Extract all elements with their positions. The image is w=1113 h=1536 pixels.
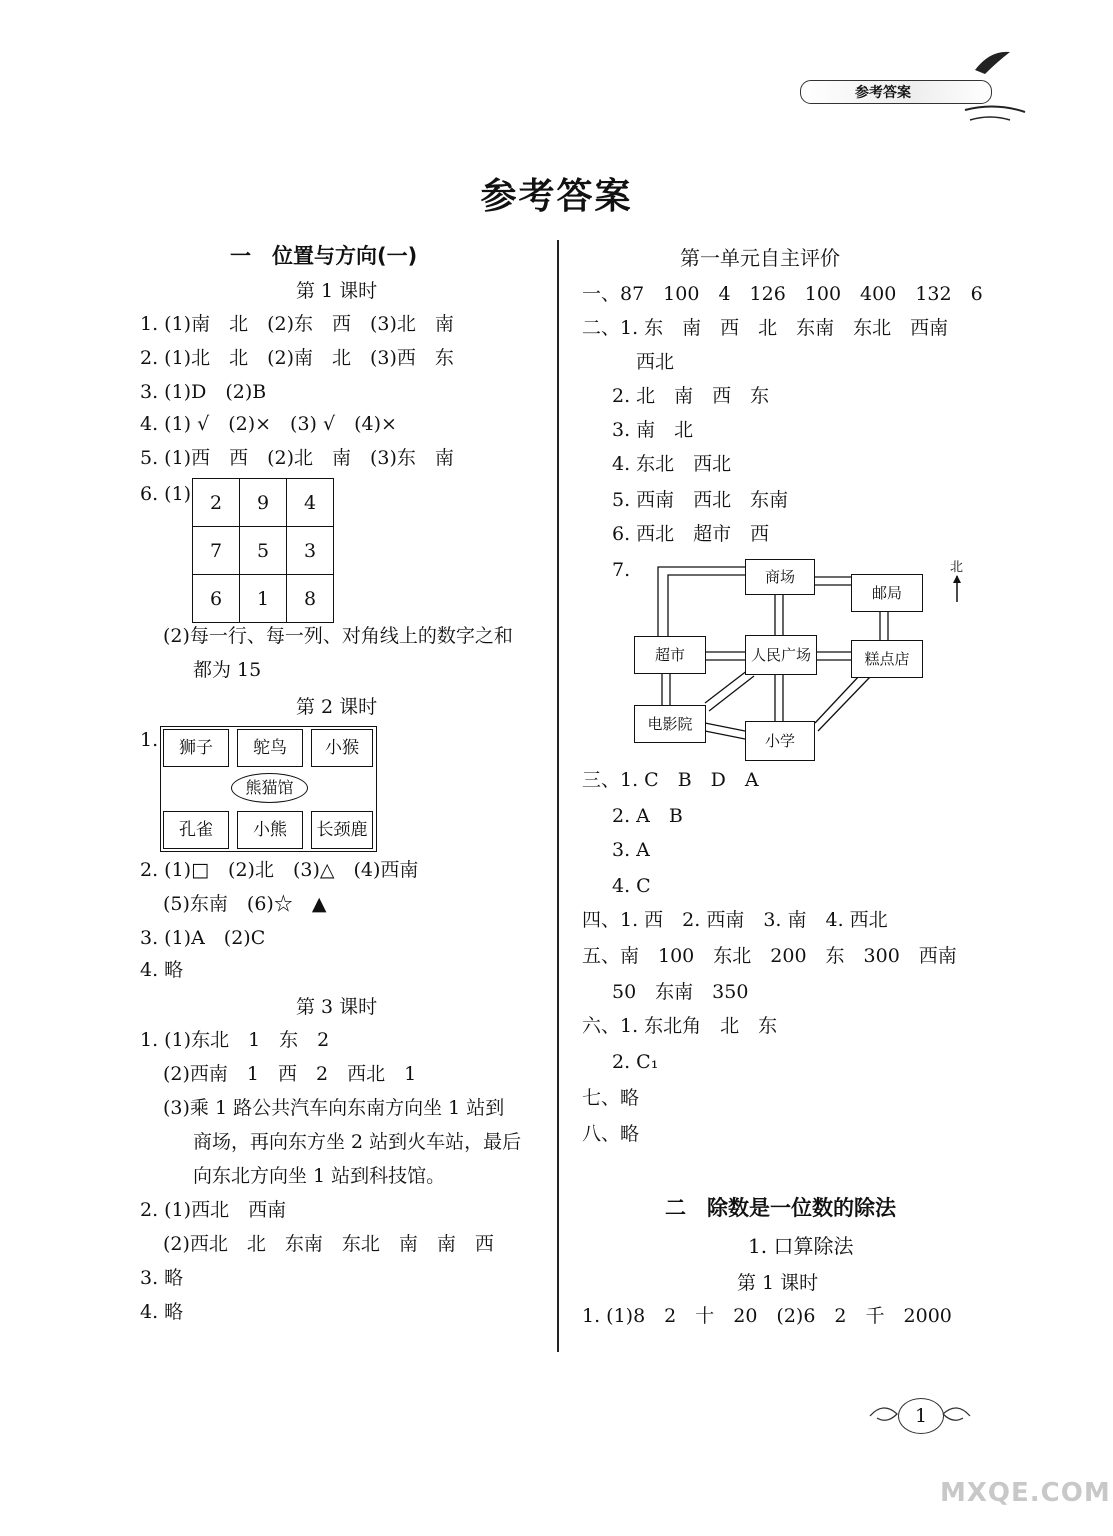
map-node: 小学 (745, 721, 815, 761)
answer-line: 一、87 100 4 126 100 400 132 6 (582, 283, 983, 305)
lesson1-title: 第 1 课时 (296, 280, 378, 302)
map-node: 超市 (634, 636, 706, 674)
zoo-cell: 鸵鸟 (237, 729, 303, 767)
zoo-cell: 小猴 (311, 729, 373, 767)
watermark: MXQE.COM (940, 1478, 1111, 1508)
page-number: 1 (898, 1398, 944, 1434)
answer-line: 三、1. C B D A (582, 769, 759, 791)
page-title: 参考答案 (480, 176, 633, 217)
magic-cell: 1 (240, 575, 287, 623)
zoo-center-oval: 熊猫馆 (231, 773, 308, 803)
answer-line: 5. (1)西 西 (2)北 南 (3)东 南 (140, 447, 454, 469)
magic-cell: 5 (240, 527, 287, 575)
magic-cell: 7 (193, 527, 240, 575)
answer-line: 3. (1)D (2)B (140, 381, 267, 403)
answer-line: 4. 东北 西北 (612, 453, 732, 475)
answer-line: 1. (1)东北 1 东 2 (140, 1029, 330, 1051)
answer-line: 1. (1)南 北 (2)东 西 (3)北 南 (140, 313, 454, 335)
answer-line: 都为 15 (193, 659, 262, 681)
answer-line: 2. C₁ (612, 1051, 659, 1073)
answer-line: 西北 (636, 351, 675, 373)
map-node: 邮局 (851, 574, 923, 612)
north-label: 北 (950, 560, 964, 575)
answer-line: 2. (1)□ (2)北 (3)△ (4)西南 (140, 859, 419, 881)
eval-title: 第一单元自主评价 (680, 246, 840, 270)
answer-line: 2. (1)北 北 (2)南 北 (3)西 东 (140, 347, 454, 369)
answer-line: (2)西南 1 西 2 西北 1 (163, 1063, 417, 1085)
map-node: 电影院 (634, 705, 706, 743)
answer-line: (5)东南 (6)☆ ▲ (163, 893, 327, 915)
answer-line: 四、1. 西 2. 西南 3. 南 4. 西北 (582, 909, 888, 931)
magic-cell: 9 (240, 479, 287, 527)
answer-line: 八、略 (582, 1123, 640, 1145)
header-tag: 参考答案 (855, 85, 911, 101)
answer-line: 4. (1) √ (2)× (3) √ (4)× (140, 413, 397, 435)
column-divider (557, 240, 559, 1352)
answer-line: 4. C (612, 875, 651, 897)
answer-line: (2)西北 北 东南 东北 南 南 西 (163, 1233, 494, 1255)
answer-line: (3)乘 1 路公共汽车向东南方向坐 1 站到 (163, 1097, 505, 1119)
answer-line: 二、1. 东 南 西 北 东南 东北 西南 (582, 317, 949, 339)
lesson3-title: 第 3 课时 (296, 996, 378, 1018)
zoo-cell: 长颈鹿 (311, 811, 373, 849)
answer-line: 4. 略 (140, 1301, 184, 1323)
magic-cell: 4 (287, 479, 334, 527)
answer-line: 6. (1) (140, 483, 192, 505)
answer-line: 六、1. 东北角 北 东 (582, 1015, 778, 1037)
lesson1-title-right: 第 1 课时 (737, 1272, 819, 1294)
answer-line: (2)每一行、每一列、对角线上的数字之和 (163, 625, 513, 647)
zoo-cell: 狮子 (163, 729, 229, 767)
map-node: 人民广场 (745, 635, 817, 675)
quill-icon (955, 40, 1035, 130)
answer-line: 4. 略 (140, 959, 184, 981)
map-node: 糕点店 (851, 640, 923, 678)
answer-line: 50 东南 350 (612, 981, 749, 1003)
answer-line: 向东北方向坐 1 站到科技馆。 (193, 1165, 446, 1187)
zoo-cell: 小熊 (237, 811, 303, 849)
zoo-cell: 孔雀 (163, 811, 229, 849)
answer-line: 5. 西南 西北 东南 (612, 489, 789, 511)
map-node: 商场 (745, 559, 815, 595)
magic-cell: 2 (193, 479, 240, 527)
answer-line: 2. 北 南 西 东 (612, 385, 770, 407)
subsection-title: 1. 口算除法 (748, 1234, 854, 1258)
section1-title: 一 位置与方向(一) (230, 244, 418, 268)
answer-line: 五、南 100 东北 200 东 300 西南 (582, 945, 957, 967)
answer-line: 商场，再向东方坐 2 站到火车站，最后 (193, 1131, 522, 1153)
section2-title: 二 除数是一位数的除法 (665, 1196, 896, 1220)
zoo-number: 1. (140, 729, 159, 751)
magic-cell: 3 (287, 527, 334, 575)
zoo-map (160, 726, 377, 852)
magic-cell: 6 (193, 575, 240, 623)
answer-line: 七、略 (582, 1087, 640, 1109)
answer-line: 3. (1)A (2)C (140, 927, 266, 949)
answer-line: 3. A (612, 839, 650, 861)
north-arrow-icon (950, 574, 964, 604)
answer-line: 3. 南 北 (612, 419, 694, 441)
answer-line: 2. (1)西北 西南 (140, 1199, 287, 1221)
answer-line: 2. A B (612, 805, 683, 827)
answer-line: 6. 西北 超市 西 (612, 523, 770, 545)
lesson2-title: 第 2 课时 (296, 696, 378, 718)
answer-line: 3. 略 (140, 1267, 184, 1289)
answer-line: 7. (612, 559, 631, 581)
magic-cell: 8 (287, 575, 334, 623)
answer-line: 1. (1)8 2 十 20 (2)6 2 千 2000 (582, 1305, 952, 1327)
magic-square (192, 478, 334, 623)
